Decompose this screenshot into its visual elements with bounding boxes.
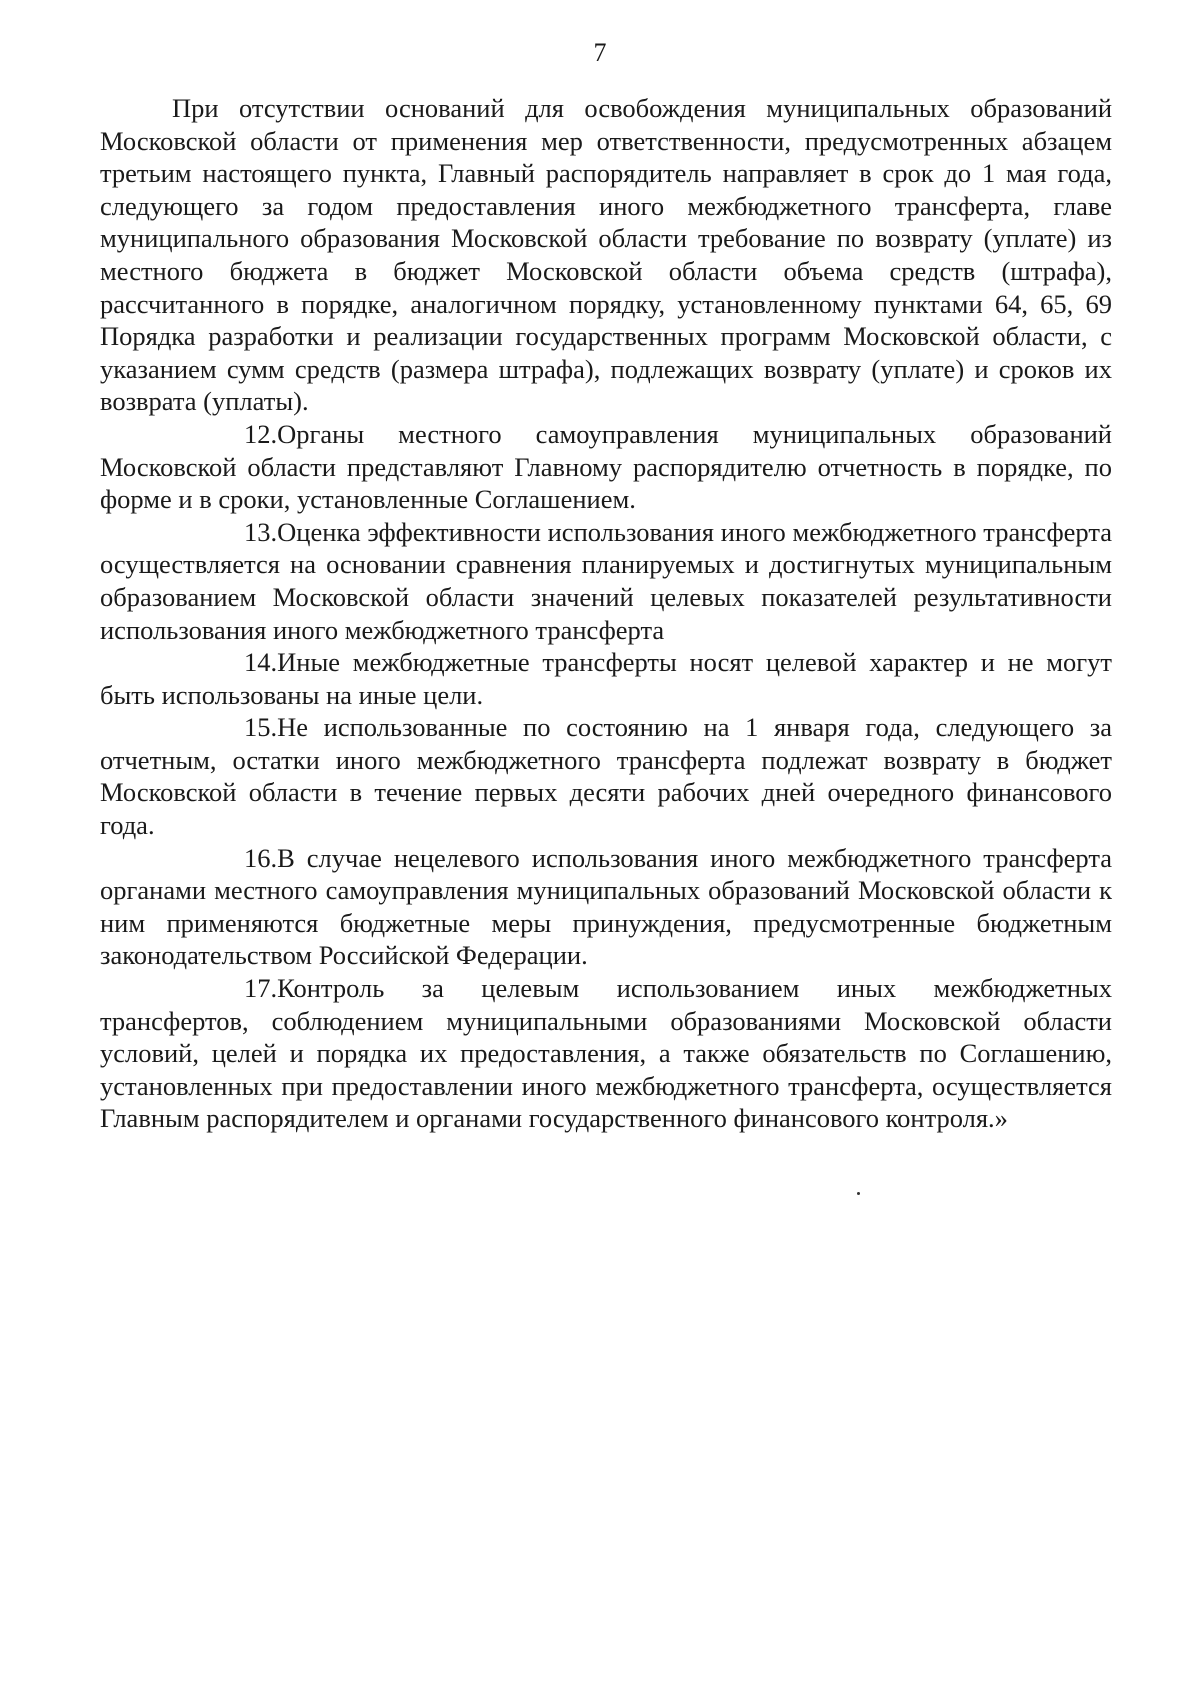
paragraph-text: Оценка эффективности использования иного межбюджетного трансферта осуществляется на основании сравнения планируемых и достигнутых муниципальным образованием Московской области значений целевых показателей результативности использования иного межбюджетного трансферта (100, 516, 1112, 645)
paragraph-12 (100, 418, 1112, 516)
document-body (100, 92, 1112, 1135)
paragraph-number: 15. (244, 712, 278, 743)
page-number: 7 (593, 38, 607, 67)
paragraph-16 (100, 842, 1112, 972)
paragraph-text: Иные межбюджетные трансферты носят целевой характер и не могут быть использованы на иные цели. (100, 647, 1112, 710)
paragraph-text: При отсутствии оснований для освобождения муниципальных образований Московской области от применения мер ответственности, предусмотренных абзацем третьим настоящего пункта, Главный распорядитель направляет в срок до 1 мая года, следующего за годом предоставления иного межбюджетного трансферта, главе муниципального образования Московской области требование по возврату (уплате) из местного бюджета в бюджет Московской области объема средств (штрафа), рассчитанного в порядке, аналогичном порядку, установленному пунктами 64, 65, 69 Порядка разработки и реализации государственных программ Московской области, с указанием сумм средств (размера штрафа), подлежащих возврату (уплате) и сроков их возврата (уплаты). (100, 93, 1112, 417)
paragraph-15 (100, 711, 1112, 841)
paragraph-text: Не использованные по состоянию на 1 января года, следующего за отчетным, остатки иного межбюджетного трансферта подлежат возврату в бюджет Московской области в течение первых десяти рабочих дней очередного финансового года. (100, 712, 1112, 841)
paragraph-13 (100, 516, 1112, 646)
paragraph-text: Органы местного самоуправления муниципальных образований Московской области представляют Главному распорядителю отчетность в порядке, по форме и в сроки, установленные Соглашением. (100, 418, 1112, 515)
paragraph-number: 16. (244, 842, 278, 873)
paragraph-14 (100, 646, 1112, 711)
paragraph-number: 14. (244, 647, 278, 678)
paragraph-number: 12. (244, 418, 278, 449)
paragraph-text: Контроль за целевым использованием иных межбюджетных трансфертов, соблюдением муниципальными образованиями Московской области условий, целей и порядка их предоставления, а также обязательств по Соглашению, установленных при предоставлении иного межбюджетного трансферта, осуществляется Главным распорядителем и органами государственного финансового контроля.» (100, 973, 1112, 1134)
scan-speck (857, 1192, 860, 1195)
paragraph-text: В случае нецелевого использования иного межбюджетного трансферта органами местного самоуправления муниципальных образований Московской области к ним применяются бюджетные меры принуждения, предусмотренные бюджетным законодательством Российской Федерации. (100, 842, 1112, 971)
paragraph-intro (100, 92, 1112, 418)
paragraph-17 (100, 972, 1112, 1135)
paragraph-number: 13. (244, 516, 278, 547)
paragraph-number: 17. (244, 973, 278, 1004)
